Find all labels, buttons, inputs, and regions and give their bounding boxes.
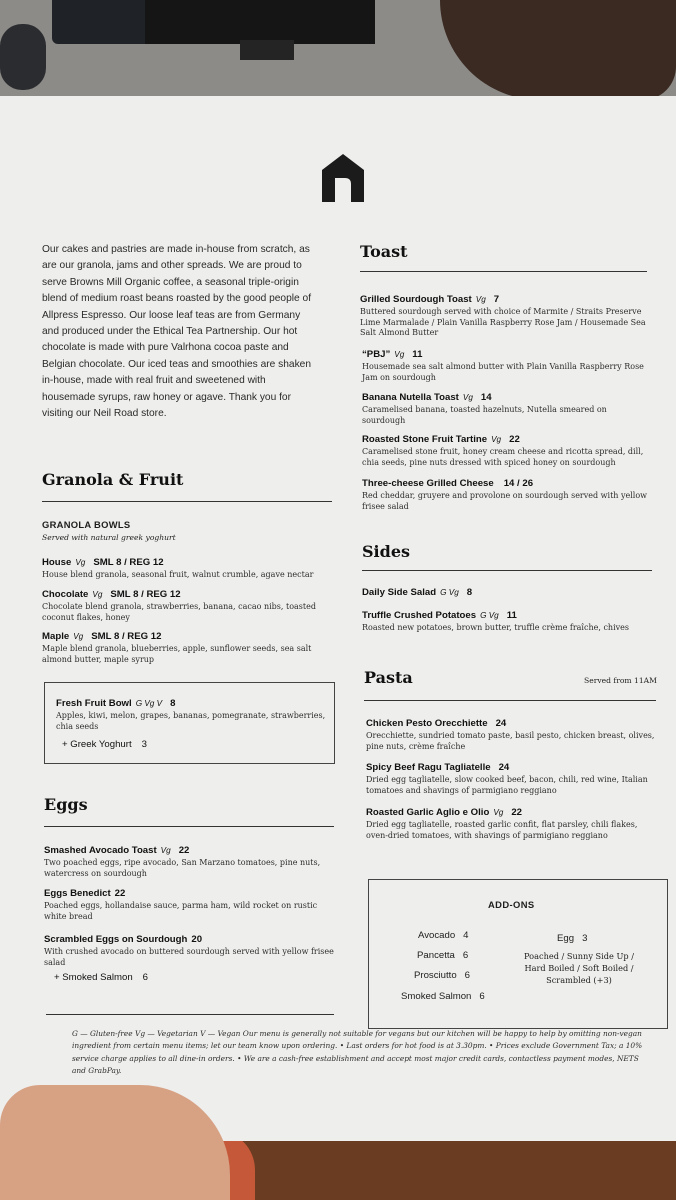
- pasta-item-aglio-olio: [366, 807, 656, 841]
- granola-bowls-title: GRANOLA BOWLS: [42, 519, 131, 530]
- item-price: 8: [466, 587, 473, 598]
- item-name: Scrambled Eggs on Sourdough: [44, 934, 188, 945]
- item-name: Fresh Fruit Bowl: [56, 698, 132, 709]
- item-price: 14: [480, 392, 492, 403]
- intro-text: Our cakes and pastries are made in-house from scratch, as are our granola, jams and other spreads. We are proud to serve Browns Mill Organic coffee, a seasonal triple-origin blend of medium roast beans roasted by the good people of Allpress Espresso. Our loose leaf teas are from Germany and produced under the Ethical Tea Partnership. Our hot chocolate is made with pure Valrhona cocoa paste and Belgian chocolate. Our iced teas and smoothies are shaken in-house, made with real fruit and sweetened with housemade syrups, raw honey or agave. Thank you for visiting our Neil Road store.: [42, 244, 312, 420]
- item-price: SML 8 / REG 12: [91, 631, 162, 642]
- item-name: “PBJ”: [362, 349, 391, 360]
- addon-name: + Greek Yoghurt: [62, 739, 132, 751]
- item-desc: Orecchiette, sundried tomato paste, basil pesto, chicken breast, olives, pine nuts, crème fraîche: [366, 731, 655, 751]
- item-price: 14 / 26: [503, 478, 534, 489]
- pasta-rule: [364, 700, 656, 701]
- addon-name: Smoked Salmon: [401, 991, 472, 1002]
- addon-egg: [557, 933, 587, 944]
- item-name: Maple: [42, 631, 70, 642]
- house-logo-icon: [322, 154, 364, 202]
- eggs-rule: [44, 826, 334, 827]
- item-desc: Housemade sea salt almond butter with Plain Vanilla Raspberry Rose Jam on sourdough: [362, 362, 644, 382]
- item-desc: Dried egg tagliatelle, roasted garlic confit, flat parsley, chili flakes, oven-dried tomatoes, with shavings of parmigiano reggiano: [366, 820, 638, 840]
- item-name: Eggs Benedict: [44, 888, 111, 899]
- item-tag: Vg: [491, 435, 502, 444]
- item-name: Smashed Avocado Toast: [44, 845, 157, 856]
- item-name: Daily Side Salad: [362, 587, 437, 598]
- item-price: SML 8 / REG 12: [110, 589, 181, 600]
- item-tag: Vg: [75, 558, 86, 567]
- item-price: 24: [498, 762, 510, 773]
- addons-title: ADD-ONS: [488, 899, 535, 910]
- toast-rule: [360, 271, 647, 272]
- addon-price: 3: [582, 933, 588, 944]
- addons-box: [368, 879, 668, 1029]
- item-price: 24: [495, 718, 507, 729]
- item-desc: Apples, kiwi, melon, grapes, bananas, pomegranate, strawberries, chia seeds: [56, 711, 326, 731]
- eggs-title: Eggs: [44, 795, 88, 814]
- item-price: SML 8 / REG 12: [93, 557, 164, 568]
- item-tag: Vg: [462, 393, 473, 402]
- item-price: 22: [114, 888, 126, 899]
- addon-smoked-salmon: [401, 991, 485, 1002]
- item-tag: Vg: [475, 295, 486, 304]
- item-desc: Roasted new potatoes, brown butter, truffle crème fraîche, chives: [362, 623, 629, 632]
- eggs-item-scrambled: [44, 934, 334, 983]
- item-price: 20: [191, 934, 203, 945]
- eggs-bottom-rule: [46, 1014, 334, 1015]
- sides-rule: [362, 570, 652, 571]
- fruit-bowl-box: [44, 682, 335, 764]
- item-tag: G Vg: [440, 588, 459, 597]
- addon-prosciutto: [414, 970, 470, 981]
- item-desc: Buttered sourdough served with choice of Marmite / Straits Preserve Lime Marmalade / Plain Vanilla Raspberry Rose Jam / Housemade Sea Salt Almond Butter: [360, 307, 646, 338]
- footer-notes: G — Gluten-free Vg — Vegetarian V — Vegan Our menu is generally not suitable for vegans but our kitchen will be happy to help by omitting non-vegan ingredient from certain menu items; let our team know upon ordering. • Last orders for hot food is at 3.30pm. • Prices exclude Government Tax; a 10% service charge applies to all dine-in orders. • We are a cash-free establishment and accept most major credit cards, contactless payment modes, NETS and GrabPay.: [72, 1029, 643, 1076]
- menu-paper: [0, 96, 676, 1141]
- granola-item-house: [42, 557, 332, 581]
- sides-item-potatoes: [362, 610, 652, 634]
- item-name: Chocolate: [42, 589, 89, 600]
- addon-price: 6: [142, 972, 149, 984]
- pasta-item-orecchiette: [366, 718, 656, 752]
- toast-item-grilled-cheese: [362, 478, 652, 512]
- eggs-item-avocado: [44, 845, 334, 879]
- toast-item-pbj: [362, 349, 652, 383]
- pasta-title: Pasta: [364, 668, 413, 687]
- granola-title: Granola & Fruit: [42, 470, 184, 489]
- item-tag: Vg: [92, 590, 103, 599]
- toast-item-tartine: [362, 434, 652, 468]
- addon-price: 6: [479, 991, 485, 1002]
- item-desc: Red cheddar, gruyere and provolone on sourdough served with yellow frisee salad: [362, 491, 648, 511]
- item-tag: G Vg: [480, 611, 499, 620]
- sides-title: Sides: [362, 542, 411, 561]
- addon-name: Prosciutto: [414, 970, 457, 981]
- toast-title: Toast: [360, 242, 408, 261]
- pasta-item-tagliatelle: [366, 762, 656, 796]
- granola-item-chocolate: [42, 589, 332, 623]
- toast-item-banana: [362, 392, 652, 426]
- item-desc: Maple blend granola, blueberries, apple, sunflower seeds, sea salt almond butter, maple syrup: [42, 644, 312, 664]
- item-name: Truffle Crushed Potatoes: [362, 610, 477, 621]
- item-price: 11: [506, 610, 517, 621]
- item-name: Three-cheese Grilled Cheese: [362, 478, 494, 489]
- item-price: 11: [412, 349, 423, 360]
- item-price: 22: [178, 845, 190, 856]
- item-price: 22: [509, 434, 520, 445]
- monitor: [145, 0, 375, 44]
- item-tag: Vg: [493, 808, 504, 817]
- item-desc: Dried egg tagliatelle, slow cooked beef, bacon, chili, red wine, Italian tomatoes and shavings of parmigiano reggiano: [366, 775, 648, 795]
- addon-price: 3: [141, 739, 147, 751]
- item-price: 7: [493, 294, 500, 305]
- addon-pancetta: [417, 950, 468, 961]
- addon-name: Avocado: [418, 930, 456, 941]
- computer-mouse: [0, 24, 46, 90]
- item-desc: With crushed avocado on buttered sourdough served with yellow frisee salad: [44, 947, 334, 967]
- granola-item-maple: [42, 631, 332, 665]
- addon-name: Pancetta: [417, 950, 455, 961]
- addon-name: + Smoked Salmon: [54, 972, 133, 984]
- item-tag: Vg: [394, 350, 405, 359]
- granola-rule: [42, 501, 332, 502]
- addon-price: 4: [463, 930, 469, 941]
- item-name: Roasted Garlic Aglio e Olio: [366, 807, 490, 818]
- item-name: Chicken Pesto Orecchiette: [366, 718, 488, 729]
- fruit-bowl-item: [56, 698, 326, 750]
- item-desc: House blend granola, seasonal fruit, walnut crumble, agave nectar: [42, 570, 314, 579]
- item-name: Roasted Stone Fruit Tartine: [362, 434, 488, 445]
- item-name: Spicy Beef Ragu Tagliatelle: [366, 762, 491, 773]
- addon-price: 6: [462, 950, 469, 961]
- item-desc: Caramelised banana, toasted hazelnuts, Nutella smeared on sourdough: [362, 405, 607, 425]
- pasta-served-note: Served from 11AM: [584, 676, 657, 685]
- item-tag: Vg: [73, 632, 84, 641]
- item-tag: Vg: [160, 846, 171, 855]
- addon-avocado: [418, 930, 469, 941]
- eggs-item-benedict: [44, 888, 334, 922]
- addon-price: 6: [464, 970, 471, 981]
- monitor-stand: [240, 40, 294, 60]
- item-desc: Chocolate blend granola, strawberries, banana, cacao nibs, toasted coconut flakes, honey: [42, 602, 316, 622]
- item-tag: G Vg V: [135, 699, 163, 708]
- item-desc: Caramelised stone fruit, honey cream cheese and ricotta spread, dill, chia seeds, pine nuts dressed with spiced honey on sourdough: [362, 447, 644, 467]
- sides-item-salad: [362, 587, 652, 598]
- item-desc: Poached eggs, hollandaise sauce, parma ham, wild rocket on rustic white bread: [44, 901, 318, 921]
- item-name: House: [42, 557, 72, 568]
- addon-egg-note: Poached / Sunny Side Up / Hard Boiled / Soft Boiled / Scrambled (+3): [524, 951, 634, 985]
- item-desc: Two poached eggs, ripe avocado, San Marzano tomatoes, pine nuts, watercress on sourdough: [44, 858, 321, 878]
- toast-item-sourdough: [360, 294, 650, 339]
- item-name: Grilled Sourdough Toast: [360, 294, 472, 305]
- addon-name: Egg: [557, 933, 575, 944]
- granola-bowls-note: Served with natural greek yoghurt: [42, 533, 176, 542]
- item-name: Banana Nutella Toast: [362, 392, 459, 403]
- item-price: 22: [511, 807, 523, 818]
- item-price: 8: [170, 698, 176, 709]
